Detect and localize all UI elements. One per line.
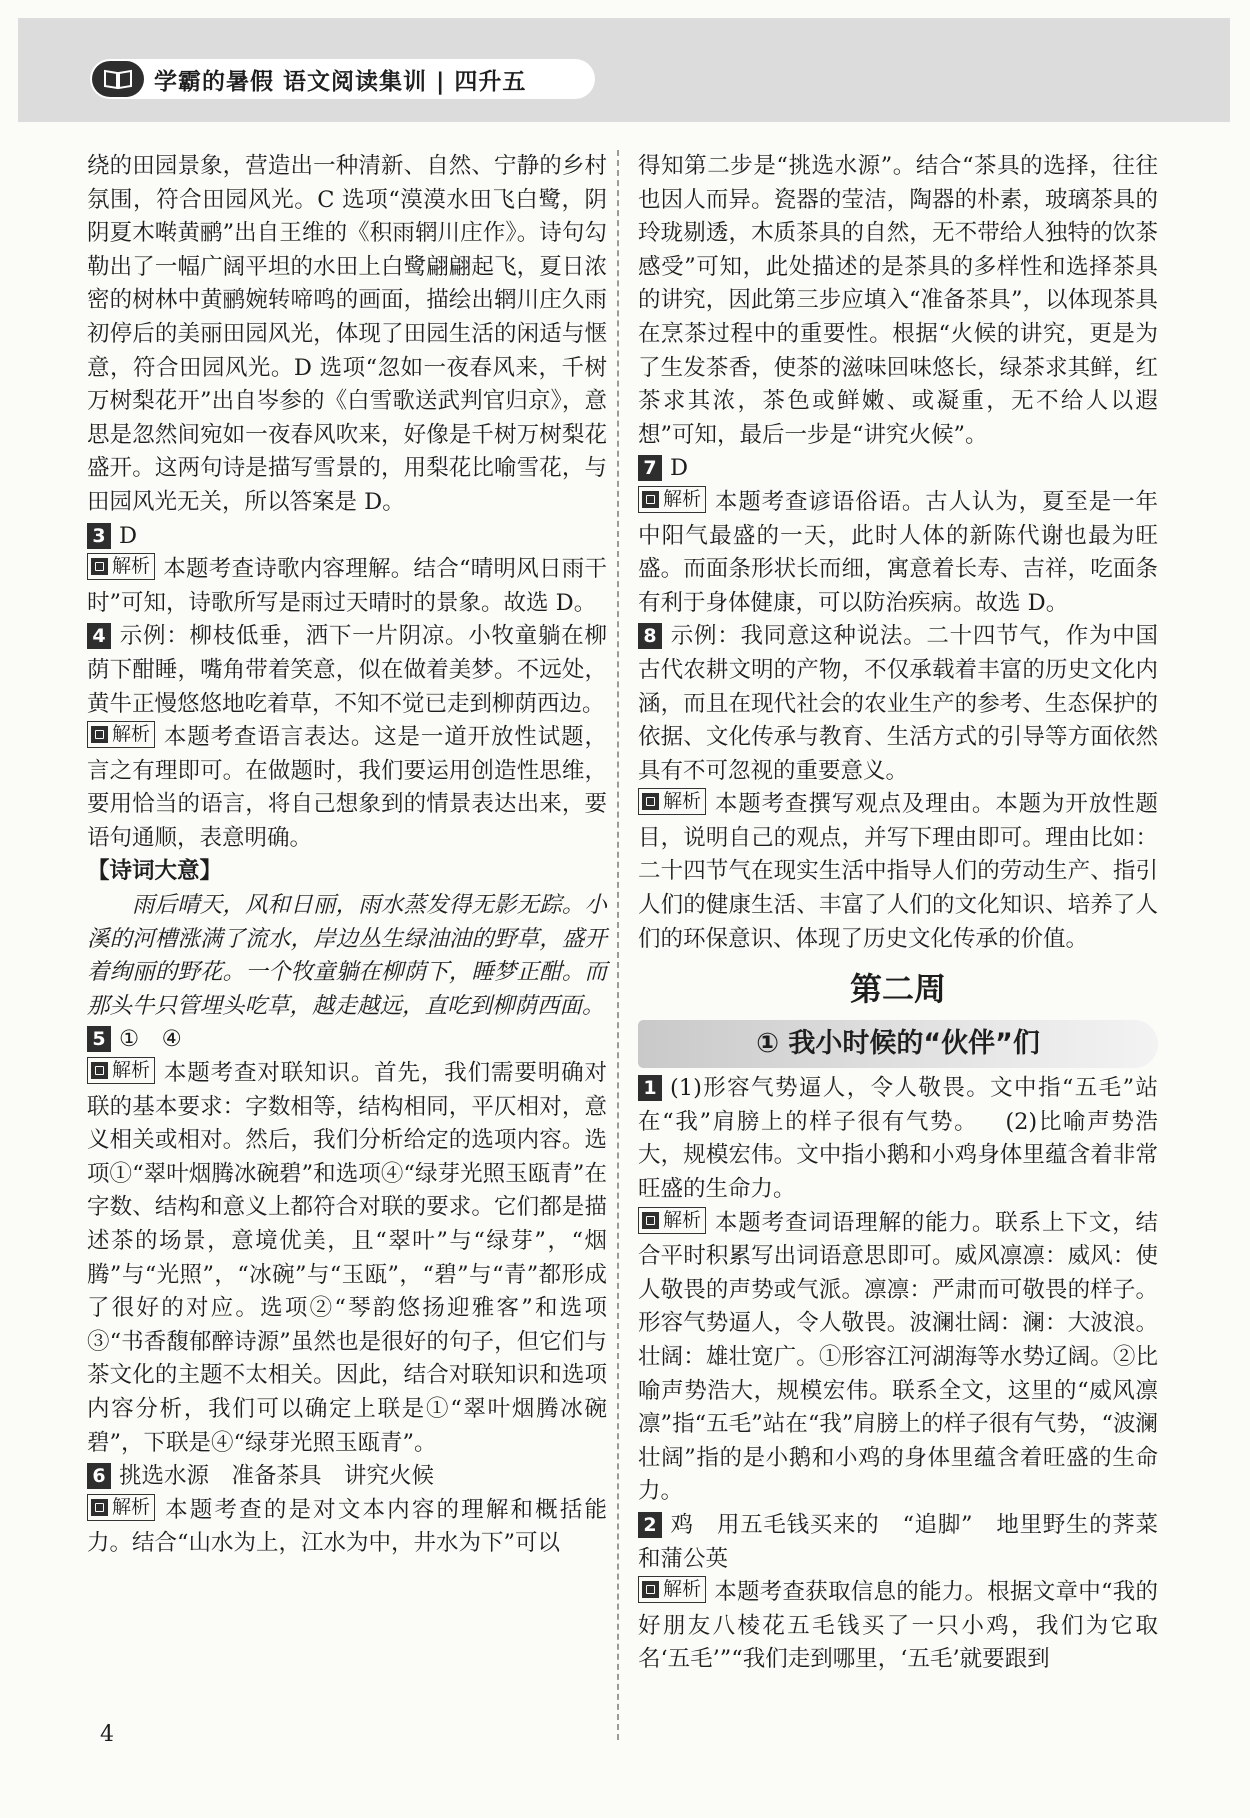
left-column bbox=[87, 150, 607, 1561]
answer-4 bbox=[87, 620, 607, 721]
analysis-text: 本题考查对联知识。首先，我们需要明确对联的基本要求：字数相等，结构相同，平仄相对，意义相关或相对。然后，我们分析给定的选项内容。选项①“翠叶烟腾冰碗碧”和选项④“绿芽光照玉瓯青”在字数、结构和意义上都符合对联的要求。它们都是描述茶的场景，意境优美，且“翠叶”与“绿芽”，“烟腾”与“光照”，“冰碗”与“玉瓯”，“碧”与“青”都形成了很好的对应。选项②“琴韵悠扬迎雅客”和选项③“书香馥郁醉诗源”虽然也是很好的句子，但它们与茶文化的主题不太相关。因此，结合对联知识和选项内容分析，我们可以确定上联是①“翠叶烟腾冰碗碧”，下联是④“绿芽光照玉瓯青”。 bbox=[87, 1060, 607, 1456]
page-number: 4 bbox=[100, 1722, 114, 1747]
analysis-label: 解析 bbox=[87, 1494, 155, 1521]
analysis-text: 本题考查撰写观点及理由。本题为开放性题目，说明自己的观点，并写下理由即可。理由比如：二十四节气在现实生活中指导人们的劳动生产、指引人们的健康生活、丰富了人们的文化知识、培养了人们的环保意识、体现了历史文化传承的价值。 bbox=[638, 791, 1158, 952]
answer-7 bbox=[638, 452, 1158, 486]
answer-text: 示例：我同意这种说法。二十四节气，作为中国古代农耕文明的产物，不仅承载着丰富的历史文化内涵，而且在现代社会的农业生产的参考、生态保护的依据、文化传承与教育、生活方式的引导等方面依然具有不可忽视的重要意义。 bbox=[638, 623, 1158, 784]
analysis-7 bbox=[638, 486, 1158, 620]
answer-text: (1)形容气势逼人，令人敬畏。文中指“五毛”站在“我”肩膀上的样子很有气势。 bbox=[638, 1075, 1158, 1135]
answer-2 bbox=[638, 1509, 1158, 1576]
analysis-text: 本题考查谚语俗语。古人认为，夏至是一年中阳气最盛的一天，此时人体的新陈代谢也最为旺盛。而面条形状长而细，寓意着长寿、吉祥，吃面条有利于身体健康，可以防治疾病。故选 D。 bbox=[638, 488, 1158, 616]
analysis-icon bbox=[642, 793, 659, 810]
question-number: 2 bbox=[638, 1512, 662, 1538]
analysis-text: 本题考查词语理解的能力。联系上下文，结合平时积累写出词语意思即可。威风凛凛：威风：使人敬畏的声势或气派。凛凛：严肃而可敬畏的样子。形容气势逼人，令人敬畏。波澜壮阔：澜：大波浪。壮阔：雄壮宽广。①形容江河湖海等水势辽阔。②比喻声势浩大，规模宏伟。联系全文，这里的“威风凛凛”指“五毛”站在“我”肩膀上的样子很有气势，“波澜壮阔”指的是小鹅和小鸡的身体里蕴含着旺盛的生命力。 bbox=[638, 1209, 1158, 1505]
analysis-1 bbox=[638, 1207, 1158, 1509]
right-column bbox=[638, 150, 1158, 1677]
analysis-icon bbox=[91, 1062, 108, 1079]
poem-meaning: 雨后晴天，风和日丽，雨水蒸发得无影无踪。小溪的河槽涨满了流水，岸边丛生绿油油的野草，盛开着绚丽的野花。一个牧童躺在柳荫下，睡梦正酣。而那头牛只管埋头吃草，越走越远，直吃到柳荫西面。 bbox=[87, 892, 607, 1019]
analysis-text: 本题考查获取信息的能力。根据文章中“我的好朋友八棱花五毛钱买了一只小鸡，我们为它取名‘五毛’”“我们走到哪里，‘五毛’就要跟到 bbox=[638, 1579, 1158, 1673]
analysis-icon bbox=[91, 1499, 108, 1516]
analysis-6 bbox=[87, 1494, 607, 1561]
analysis-text: 本题考查的是对文本内容的理解和概括能力。结合“山水为上，江水为中，井水为下”可以 bbox=[87, 1496, 607, 1557]
question-number: 3 bbox=[87, 523, 111, 549]
analysis-icon bbox=[642, 1212, 659, 1229]
analysis-label: 解析 bbox=[638, 486, 706, 513]
question-number: 6 bbox=[87, 1463, 111, 1489]
answer-1 bbox=[638, 1072, 1158, 1206]
analysis-5 bbox=[87, 1057, 607, 1460]
analysis-3 bbox=[87, 553, 607, 620]
question-number: 7 bbox=[638, 455, 662, 481]
answer-text: D bbox=[119, 522, 138, 549]
analysis-icon bbox=[91, 558, 108, 575]
analysis-label: 解析 bbox=[87, 553, 155, 580]
question-number: 4 bbox=[87, 623, 111, 649]
analysis-label: 解析 bbox=[638, 1207, 706, 1234]
answer-3 bbox=[87, 520, 607, 554]
analysis-label: 解析 bbox=[87, 721, 155, 748]
analysis-icon bbox=[642, 1581, 659, 1598]
week-title: 第二周 bbox=[849, 970, 946, 1009]
answer-text: ① ④ bbox=[119, 1026, 182, 1053]
analysis-2 bbox=[638, 1576, 1158, 1677]
analysis-icon bbox=[91, 726, 108, 743]
answer-text: D bbox=[670, 455, 689, 482]
paragraph: 得知第二步是“挑选水源”。结合“茶具的选择，往往也因人而异。瓷器的莹洁，陶器的朴素，玻璃茶具的玲珑剔透，木质茶具的自然，无不带给人独特的饮茶感受”可知，此处描述的是茶具的多样性和选择茶具的讲究，因此第三步应填入“准备茶具”，以体现茶具在烹茶过程中的重要性。根据“火候的讲究，更是为了生发茶香，使茶的滋味回味悠长，绿茶求其鲜，红茶求其浓，茶色或鲜嫩、或凝重，无不给人以遐想”可知，最后一步是“讲究火候”。 bbox=[638, 153, 1158, 448]
column-divider bbox=[617, 150, 619, 1740]
header-title: 学霸的暑假 语文阅读集训 | 四升五 bbox=[154, 68, 527, 95]
question-number: 5 bbox=[87, 1026, 111, 1052]
analysis-icon bbox=[642, 491, 659, 508]
answer-text: (2)比喻声势浩大，规模宏伟。文中指小鹅和小鸡身体里蕴含着非常旺盛的生命力。 bbox=[638, 1108, 1158, 1203]
analysis-8 bbox=[638, 788, 1158, 956]
answer-5 bbox=[87, 1023, 607, 1057]
question-number: 1 bbox=[638, 1075, 662, 1101]
paragraph: 绕的田园景象，营造出一种清新、自然、宁静的乡村氛围，符合田园风光。C 选项“漠漠水田飞白鹭，阴阴夏木啭黄鹂”出自王维的《积雨辋川庄作》。诗句勾勒出了一幅广阔平坦的水田上白鹭翩翩起飞，夏日浓密的树林中黄鹂婉转啼鸣的画面，描绘出辋川庄久雨初停后的美丽田园风光，体现了田园生活的闲适与惬意，符合田园风光。D 选项“忽如一夜春风来，千树万树梨花开”出自岑参的《白雪歌送武判官归京》，意思是忽然间宛如一夜春风吹来，好像是千树万树梨花盛开。这两句诗是描写雪景的，用梨花比喻雪花，与田园风光无关，所以答案是 D。 bbox=[87, 153, 607, 515]
analysis-text: 本题考查语言表达。这是一道开放性试题，言之有理即可。在做题时，我们要运用创造性思维，要用恰当的语言，将自己想象到的情景表达出来，要语句通顺，表意明确。 bbox=[87, 724, 607, 851]
question-number: 8 bbox=[638, 623, 662, 649]
poem-heading: 【诗词大意】 bbox=[87, 858, 223, 885]
answer-8 bbox=[638, 620, 1158, 788]
answer-text: 示例：柳枝低垂，洒下一片阴凉。小牧童躺在柳荫下酣睡，嘴角带着笑意，似在做着美梦。不远处，黄牛正慢悠悠地吃着草，不知不觉已走到柳荫西边。 bbox=[87, 623, 607, 717]
analysis-text: 本题考查诗歌内容理解。结合“晴明风日雨干时”可知，诗歌所写是雨过天晴时的景象。故选 D。 bbox=[87, 556, 607, 616]
analysis-4 bbox=[87, 721, 607, 855]
analysis-label: 解析 bbox=[638, 788, 706, 815]
answer-6 bbox=[87, 1460, 607, 1494]
analysis-label: 解析 bbox=[638, 1576, 706, 1603]
lesson-banner: ① 我小时候的“伙伴”们 bbox=[638, 1020, 1158, 1068]
analysis-label: 解析 bbox=[87, 1057, 155, 1084]
answer-text: 鸡 用五毛钱买来的 “追脚” 地里野生的荠菜和蒲公英 bbox=[638, 1511, 1158, 1572]
header-pill bbox=[90, 59, 595, 99]
answer-text: 挑选水源 准备茶具 讲究火候 bbox=[119, 1463, 435, 1490]
book-icon bbox=[92, 61, 144, 97]
